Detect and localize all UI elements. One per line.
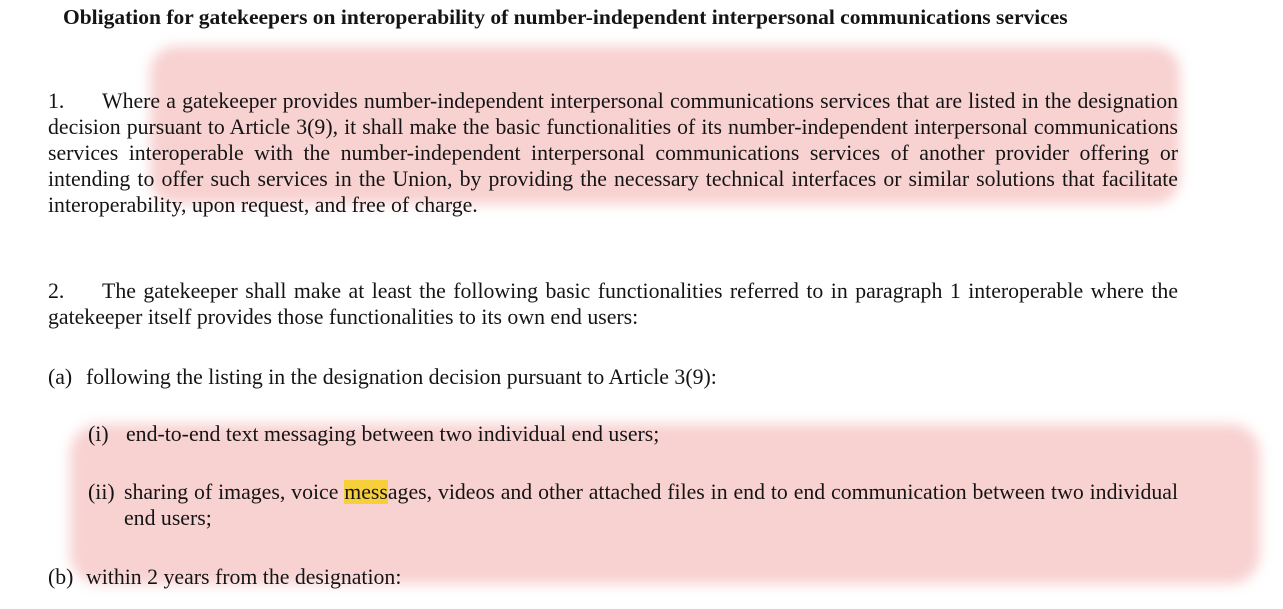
article-title: Obligation for gatekeepers on interoperability of number-independent interpersonal communications services (63, 5, 1068, 29)
item-b (48, 564, 401, 590)
item-b-text: within 2 years from the designation: (86, 565, 402, 589)
paragraph-1 (48, 88, 1178, 218)
item-ii (88, 479, 1178, 531)
paragraph-2 (48, 278, 1178, 330)
item-i-label: (i) (88, 422, 109, 446)
paragraph-2-number: 2. (48, 279, 65, 303)
item-ii-text-before: sharing of images, voice (124, 480, 345, 504)
item-b-label: (b) (48, 565, 74, 589)
paragraph-2-text: The gatekeeper shall make at least the following basic functionalities referred to in paragraph 1 interoperable where the gatekeeper itself provides those functionalities to its own end users: (48, 279, 1178, 329)
item-ii-text-after: ages, videos and other attached files in end to end communication between two individual end users; (124, 480, 1179, 530)
item-i-text: end-to-end text messaging between two individual end users; (126, 422, 660, 446)
item-ii-label: (ii) (88, 480, 115, 504)
paragraph-1-number: 1. (48, 89, 65, 113)
item-ii-text (124, 479, 1178, 531)
item-a (48, 364, 717, 390)
item-a-label: (a) (48, 365, 73, 389)
item-i (88, 421, 659, 447)
search-match-highlight: mess (344, 480, 388, 504)
item-a-text: following the listing in the designation decision pursuant to Article 3(9): (86, 365, 717, 389)
paragraph-1-text: Where a gatekeeper provides number-independent interpersonal communications services that are listed in the designation decision pursuant to Article 3(9), it shall make the basic functionalities of its number-independent interpersonal communications services interoperable with the number-independent interpersonal communications services of another provider offering or intending to offer such services in the Union, by providing the necessary technical interfaces or similar solutions that facilitate interoperability, upon request, and free of charge. (48, 89, 1178, 217)
